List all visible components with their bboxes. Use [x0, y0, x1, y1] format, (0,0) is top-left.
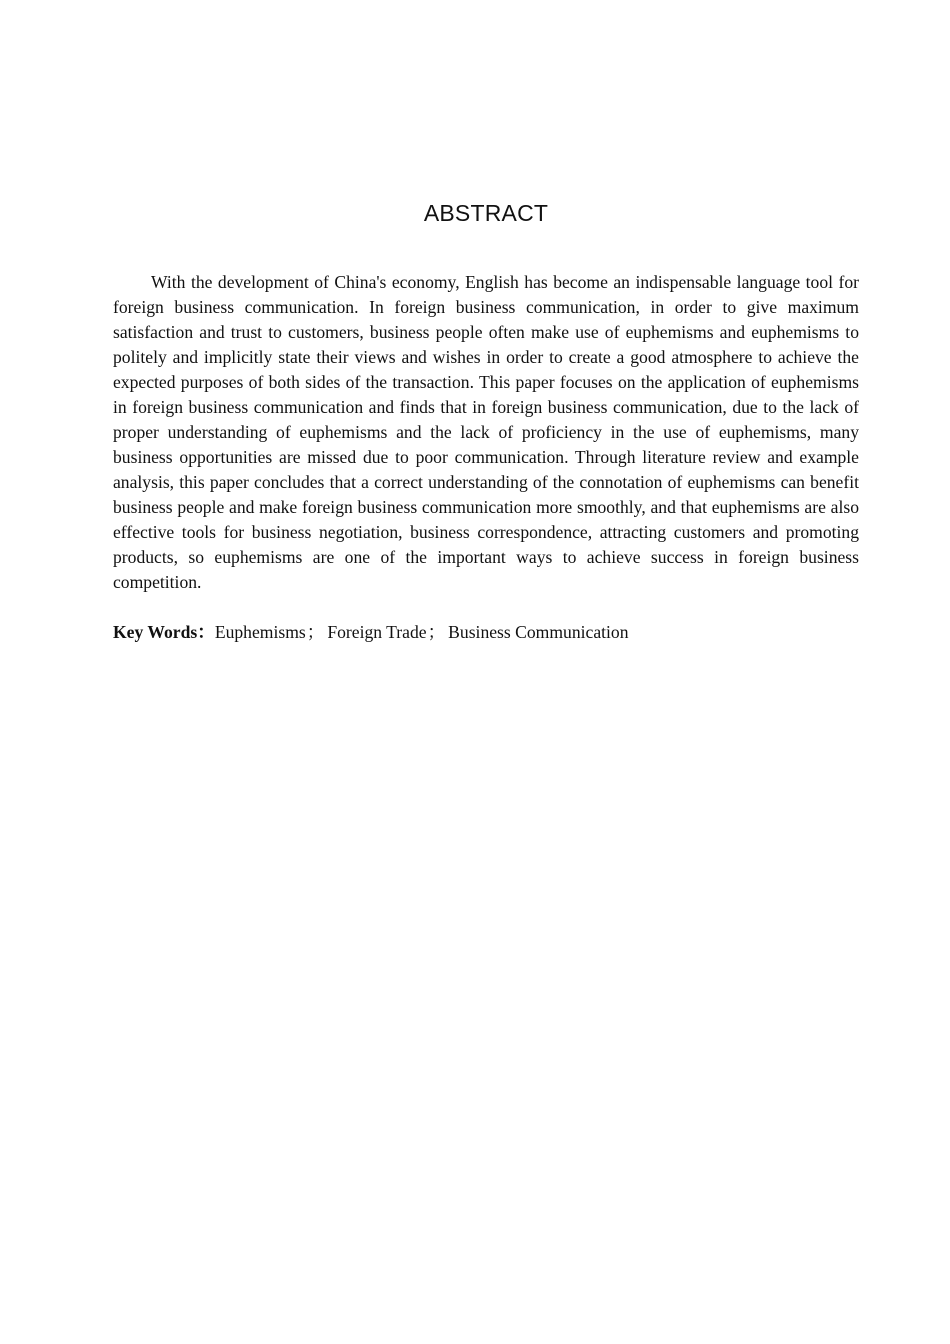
abstract-paragraph: With the development of China's economy, English has become an indispensable language tool for foreign business communication. In foreign business communication, in order to give maximum satisfaction and trust to customers, business people often make use of euphemisms and euphemisms to politely and implicitly state their views and wishes in order to create a good atmosphere to achieve the expected purposes of both sides of the transaction. This paper focuses on the application of euphemisms in foreign business communication and finds that in foreign business communication, due to the lack of proper understanding of euphemisms and the lack of proficiency in the use of euphemisms, many business opportunities are missed due to poor communication. Through literature review and example analysis, this paper concludes that a correct understanding of the connotation of euphemisms can benefit business people and make foreign business communication more smoothly, and that euphemisms are also effective tools for business negotiation, business correspondence, attracting customers and promoting products, so euphemisms are one of the important ways to achieve success in foreign business competition. [113, 272, 859, 592]
keywords-line [113, 620, 859, 645]
keywords-label: Key Words： [113, 622, 215, 642]
keyword-separator: ； [427, 622, 446, 642]
keyword-item: Foreign Trade [327, 622, 427, 642]
keyword-separator: ； [306, 622, 325, 642]
keyword-item: Euphemisms [214, 622, 306, 642]
abstract-title: ABSTRACT [423, 200, 549, 226]
keyword-item: Business Communication [448, 622, 629, 642]
